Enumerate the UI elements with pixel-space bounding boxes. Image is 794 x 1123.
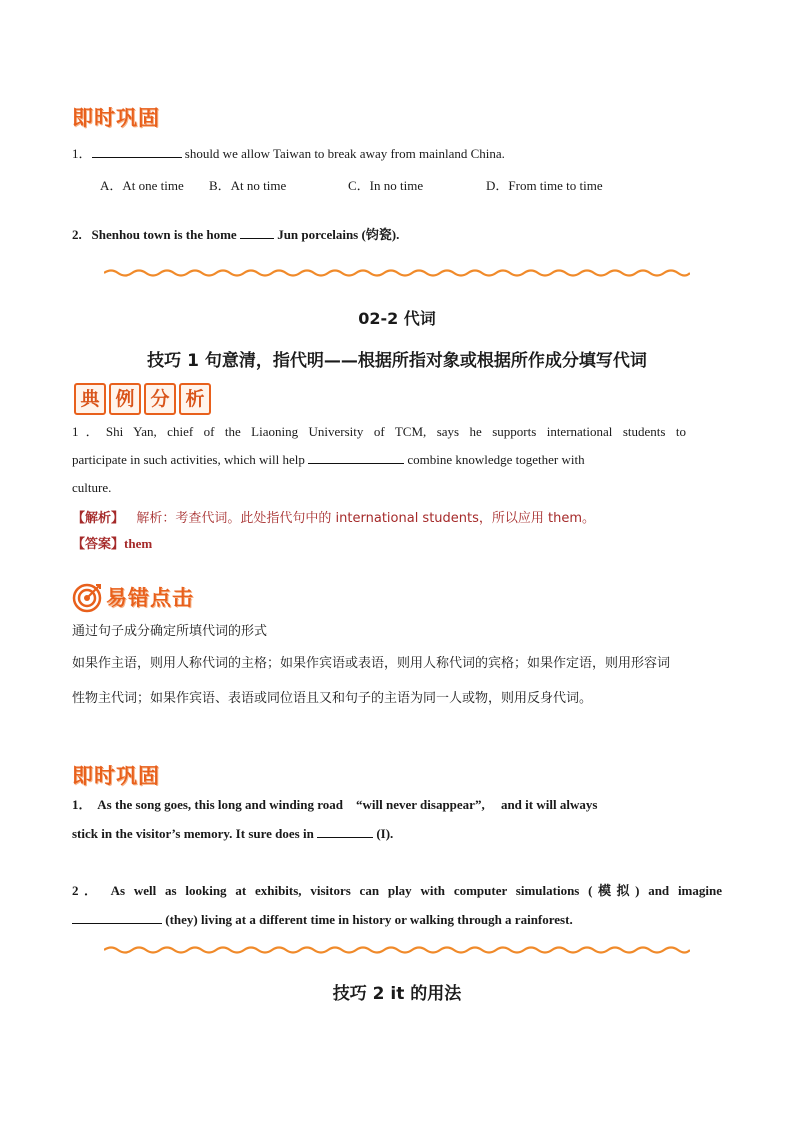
error-tips-banner: 易错点击 — [72, 583, 194, 613]
analysis-label: 【解析】 — [72, 511, 125, 526]
answer-blank[interactable] — [240, 226, 274, 239]
answer-text: them — [124, 536, 153, 551]
section-subtitle: 技巧 1 句意清，指代明——根据所指对象或根据所作成分填写代词 — [147, 351, 647, 371]
tip-line-1: 通过句子成分确定所填代词的形式 — [72, 624, 268, 639]
answer-blank[interactable] — [308, 451, 404, 464]
target-icon — [72, 583, 102, 613]
practice-1-line-1: 1． As the song goes, this long and winding road “will never disappear”, and it will always — [72, 797, 598, 812]
section-title: 02-2 代词 — [358, 309, 436, 328]
question-1-option-b[interactable]: B．At no time — [209, 178, 287, 193]
example-line-1: 1．Shi Yan, chief of the Liaoning University of TCM, says he supports international students to — [72, 424, 686, 439]
question-1-option-a[interactable]: A．At one time — [100, 178, 184, 193]
wavy-divider — [104, 945, 690, 955]
analysis-line — [72, 510, 595, 528]
answer-label: 【答案】 — [72, 537, 125, 552]
answer-line — [72, 535, 152, 554]
practice-2-line-2: (they) living at a different time in history or walking through a rainforest. — [72, 911, 573, 929]
consolidation-banner-2: 即时巩固 — [72, 764, 160, 788]
example-line-2: participate in such activities, which will help combine knowledge together with — [72, 452, 585, 467]
tip-line-3: 性物主代词；如果作宾语、表语或同位语且又和句子的主语为同一人或物，则用反身代词。 — [72, 691, 593, 706]
practice-1-line-2: stick in the visitor’s memory. It sure does in (I). — [72, 826, 394, 841]
answer-blank[interactable] — [92, 145, 182, 158]
tip-line-2: 如果作主语，则用人称代词的主格；如果作宾语或表语，则用人称代词的宾格；如果作定语，则用形容词 — [72, 656, 671, 671]
question-1: 1． should we allow Taiwan to break away from mainland China. — [72, 146, 505, 161]
question-1-option-d[interactable]: D．From time to time — [486, 178, 603, 193]
answer-blank[interactable] — [317, 825, 373, 838]
analysis-text: 解析：考查代词。此处指代句中的 international students，所以应用 them。 — [136, 511, 596, 526]
wavy-divider — [104, 268, 690, 278]
section-4-title: 技巧 2 it 的用法 — [332, 984, 462, 1004]
practice-2-line-1: 2． As well as looking at exhibits, visitors can play with computer simulations (模拟) and imagine — [72, 883, 722, 898]
consolidation-banner-1: 即时巩固 — [72, 106, 160, 130]
answer-blank[interactable] — [72, 911, 162, 924]
question-1-option-c[interactable]: C．In no time — [348, 178, 424, 193]
question-2: 2. Shenhou town is the home Jun porcelains (钧瓷). — [72, 227, 400, 242]
example-line-3: culture. — [72, 480, 112, 495]
example-analysis-banner: 典 例 分 析 — [74, 383, 211, 415]
